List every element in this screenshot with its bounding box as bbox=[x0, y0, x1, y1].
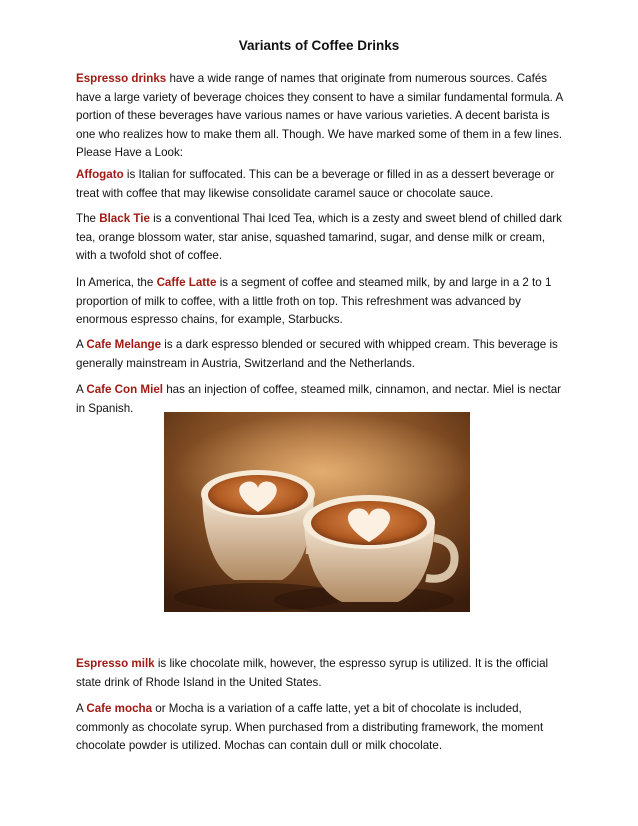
paragraph-black-tie bbox=[76, 210, 564, 266]
highlight-term: Cafe Melange bbox=[86, 338, 162, 351]
paragraph-pre: The bbox=[76, 212, 100, 225]
latte-art-image bbox=[164, 412, 470, 612]
paragraph-text: is a conventional Thai Iced Tea, which is a zesty and sweet blend of chilled dark tea, orange blossom water, star anise, squashed tamarind, sugar, and dense milk or cream, with a twofold shot of coffee. bbox=[76, 212, 562, 263]
paragraph-text: is Italian for suffocated. This can be a beverage or filled in as a dessert beverage or treat with coffee that may likewise consolidate caramel sauce or chocolate sauce. bbox=[76, 168, 555, 200]
highlight-term: Black Tie bbox=[99, 212, 150, 225]
highlight-term: Espresso milk bbox=[76, 657, 155, 670]
highlight-term: Cafe mocha bbox=[86, 702, 153, 715]
paragraph-affogato bbox=[76, 166, 564, 203]
highlight-term: Cafe Con Miel bbox=[86, 383, 163, 396]
paragraph-cafe-melange bbox=[76, 336, 564, 373]
paragraph-text: or Mocha is a variation of a caffe latte, yet a bit of chocolate is included, commonly as chocolate syrup. When purchased from a distributing framework, the moment chocolate powder is utilized. Mochas can contain dull or milk chocolate. bbox=[76, 702, 544, 753]
paragraph-cafe-mocha bbox=[76, 700, 564, 756]
paragraph-pre: A bbox=[76, 702, 87, 715]
paragraph-espresso-drinks bbox=[76, 70, 564, 163]
paragraph-text: has an injection of coffee, steamed milk, cinnamon, and nectar. Miel is nectar in Spanish. bbox=[76, 383, 562, 415]
paragraph-espresso-milk bbox=[76, 655, 564, 692]
paragraph-pre: A bbox=[76, 383, 87, 396]
paragraph-pre: In America, the bbox=[76, 276, 157, 289]
highlight-term: Affogato bbox=[76, 168, 124, 181]
paragraph-caffe-latte bbox=[76, 274, 564, 330]
paragraph-text: is a segment of coffee and steamed milk, by and large in a 2 to 1 proportion of milk to coffee, with a little froth on top. This refreshment was advanced by enormous espresso chains, for example, Starbucks. bbox=[76, 276, 552, 327]
highlight-term: Caffe Latte bbox=[156, 276, 217, 289]
highlight-term: Espresso drinks bbox=[76, 72, 167, 85]
paragraph-text: is a dark espresso blended or secured with whipped cream. This beverage is generally mainstream in Austria, Switzerland and the Netherlands. bbox=[76, 338, 558, 370]
document-title: Variants of Coffee Drinks bbox=[238, 38, 400, 53]
paragraph-text: have a wide range of names that originate from numerous sources. Cafés have a large variety of beverage choices they consent to have a similar fundamental formula. A portion of these beverages have various names or have various varieties. A decent barista is one who realizes how to make them all. Though. We have marked some of them in a few lines. Please Have a Look: bbox=[76, 72, 563, 160]
paragraph-pre: A bbox=[76, 338, 87, 351]
coffee-cups-photo bbox=[164, 412, 470, 612]
paragraph-text: is like chocolate milk, however, the espresso syrup is utilized. It is the official state drink of Rhode Island in the United States. bbox=[76, 657, 549, 689]
